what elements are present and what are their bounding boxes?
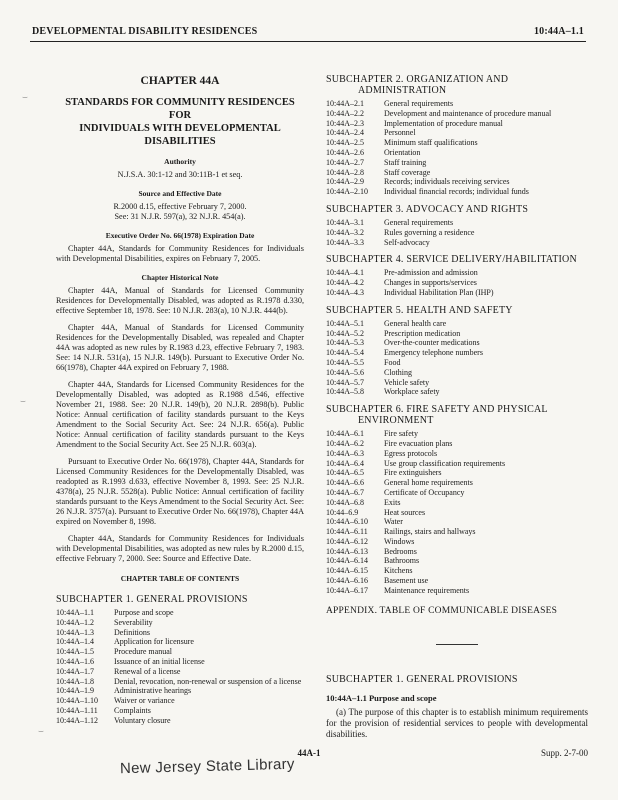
section-divider — [436, 644, 478, 645]
toc-section-title: Voluntary closure — [114, 715, 171, 725]
toc-entry — [326, 387, 588, 397]
toc-section-number: 10:44A–6.13 — [326, 546, 368, 556]
toc-section-number: 10:44A–1.9 — [56, 686, 94, 696]
toc-section-title: General requirements — [384, 217, 454, 227]
toc-section-number: 10:44A–5.2 — [326, 328, 364, 338]
toc-entry — [326, 187, 588, 197]
toc-section-number: 10:44A–6.4 — [326, 458, 364, 468]
toc-entry — [326, 348, 588, 358]
toc-list — [326, 218, 588, 247]
toc-section-number: 10:44A–2.2 — [326, 108, 364, 118]
toc-section-number: 10:44A–2.4 — [326, 128, 364, 138]
historical-note-paragraph: Chapter 44A, Manual of Standards for Licensed Community Residences for Developmentally Disabled, was adopted as R.1978 d.330, effective September 18, 1978. See: 10 N.J.R. 283(a), 10 N.J.R. 444(b). — [56, 286, 304, 315]
toc-entry — [56, 618, 304, 628]
toc-section-title: Bathrooms — [384, 556, 420, 566]
toc-section-title: Changes in supports/services — [384, 278, 477, 288]
toc-section-title: Exits — [384, 497, 401, 507]
toc-section-title: Staff training — [384, 157, 427, 167]
toc-section-title: Workplace safety — [384, 387, 440, 397]
toc-entry — [326, 99, 588, 109]
toc-entry — [326, 358, 588, 368]
toc-section-title: Rules governing a residence — [384, 227, 475, 237]
toc-entry — [56, 706, 304, 716]
chapter-title — [56, 96, 304, 148]
toc-section-number: 10:44A–5.1 — [326, 318, 364, 328]
toc-section-title: Maintenance requirements — [384, 585, 470, 595]
toc-section-title: Severability — [114, 617, 153, 627]
source-heading: Source and Effective Date — [138, 189, 222, 198]
subchapter-heading-line: ADMINISTRATION — [358, 85, 447, 96]
running-header — [30, 24, 586, 42]
chapter-title-line: INDIVIDUALS WITH DEVELOPMENTAL — [79, 123, 281, 134]
toc-section-title: Fire evacuation plans — [384, 438, 453, 448]
toc-section-title: Administrative hearings — [114, 686, 192, 696]
toc-entry — [326, 218, 588, 228]
toc-entry — [56, 647, 304, 657]
toc-section-title: Prescription medication — [384, 328, 461, 338]
toc-section-title: General home requirements — [384, 478, 473, 488]
toc-entry — [56, 686, 304, 696]
toc-section-title: Development and maintenance of procedure manual — [384, 108, 552, 118]
toc-section-number: 10:44A–1.7 — [56, 666, 94, 676]
toc-section-title: Procedure manual — [114, 647, 172, 657]
header-title: DEVELOPMENTAL DISABILITY RESIDENCES — [32, 26, 258, 37]
toc-section-number: 10:44A–1.8 — [56, 676, 94, 686]
toc-entry — [326, 498, 588, 508]
toc-entry — [326, 566, 588, 576]
toc-entry — [326, 378, 588, 388]
executive-order-text: Chapter 44A, Standards for Community Residences for Individuals with Developmental Disabilities, expires on February 7, 2005. — [56, 244, 304, 263]
toc-entry — [326, 238, 588, 248]
toc-entry — [326, 119, 588, 129]
toc-section-number: 10:44A–1.10 — [56, 696, 98, 706]
section-title: 10:44A–1.1 Purpose and scope — [326, 692, 437, 703]
toc-section-number: 10:44A–1.1 — [56, 608, 94, 617]
toc-list — [326, 319, 588, 397]
toc-section-number: 10:44A–6.10 — [326, 517, 368, 527]
subchapter-heading: SUBCHAPTER 5. HEALTH AND SAFETY — [326, 304, 513, 316]
toc-section-title: Orientation — [384, 147, 421, 157]
margin-mark: ⌣ — [22, 92, 28, 102]
toc-section-title: Complaints — [114, 705, 151, 715]
historical-note-paragraph: Chapter 44A, Standards for Licensed Community Residences for the Developmentally Disabled, was adopted as R.1988 d.546, effective November 21, 1988. See: 20 N.J.R. 149(b), 20 N.J.R. 2898(b). Public Notice: Annual certification of facility standards pursuant to the Keys Amendment to the Social Security Act. See: 24 N.J.R. 656(a). Public Notice: Annual certification of facility standards pursuant to the Keys Amendment to the Social Security Act. See 25 N.J.R. 603(a). — [56, 380, 304, 449]
toc-section-number: 10:44A–6.7 — [326, 487, 364, 497]
toc-section-title: Pre-admission and admission — [384, 268, 478, 278]
toc-entry — [326, 278, 588, 288]
toc-entry — [56, 657, 304, 667]
toc-section-title: Food — [384, 357, 401, 367]
table-of-contents-heading: CHAPTER TABLE OF CONTENTS — [120, 574, 240, 583]
toc-entry — [326, 527, 588, 537]
toc-section-number: 10:44A–1.2 — [56, 617, 94, 627]
toc-section-title: Egress protocols — [384, 448, 438, 458]
toc-entry — [326, 168, 588, 178]
toc-entry — [326, 109, 588, 119]
chapter-title-line: STANDARDS FOR COMMUNITY RESIDENCES FOR — [65, 97, 295, 121]
toc-section-title: Renewal of a license — [114, 666, 181, 676]
subchapter-heading-line: SUBCHAPTER 2. ORGANIZATION AND — [326, 74, 509, 85]
toc-entry — [326, 319, 588, 329]
toc-entry — [326, 368, 588, 378]
subchapter-heading — [326, 404, 588, 426]
toc-entry — [326, 177, 588, 187]
toc-entry — [326, 138, 588, 148]
toc-section-number: 10:44A–5.5 — [326, 357, 364, 367]
subchapter-heading: SUBCHAPTER 1. GENERAL PROVISIONS — [326, 673, 518, 685]
toc-entry — [56, 608, 304, 618]
toc-section-number: 10:44A–6.3 — [326, 448, 364, 458]
toc-section-title: Vehicle safety — [384, 377, 430, 387]
toc-entry — [56, 716, 304, 726]
toc-entry — [326, 228, 588, 238]
toc-section-title: Heat sources — [384, 507, 426, 517]
toc-list — [326, 429, 588, 596]
toc-section-number: 10:44A–2.7 — [326, 157, 364, 167]
toc-section-title: Records; individuals receiving services — [384, 177, 510, 187]
toc-section-title: Denial, revocation, non-renewal or suspension of a license — [114, 676, 302, 686]
toc-entry — [326, 148, 588, 158]
toc-list — [326, 99, 588, 197]
margin-mark: ⌣ — [20, 396, 26, 406]
toc-section-number: 10:44A–6.6 — [326, 478, 364, 488]
toc-section-number: 10:44A–4.2 — [326, 278, 364, 288]
toc-section-title: Kitchens — [384, 566, 413, 576]
toc-section-title: Clothing — [384, 367, 413, 377]
source-citation: See: 31 N.J.R. 597(a), 32 N.J.R. 454(a). — [114, 212, 246, 221]
section-text: (a) The purpose of this chapter is to establish minimum requirements for the provision of residential services to people with developmental disabilities. — [326, 706, 588, 739]
toc-section-number: 10:44A–3.1 — [326, 217, 364, 227]
toc-entry — [326, 488, 588, 498]
toc-entry — [326, 547, 588, 557]
toc-list — [326, 268, 588, 297]
toc-section-number: 10:44A–5.6 — [326, 367, 364, 377]
toc-section-number: 10:44A–6.15 — [326, 566, 368, 576]
appendix-heading: APPENDIX. TABLE OF COMMUNICABLE DISEASES — [326, 605, 558, 616]
toc-section-title: Staff coverage — [384, 167, 431, 177]
toc-section-number: 10:44A–5.3 — [326, 338, 364, 348]
executive-order-heading: Executive Order No. 66(1978) Expiration Date — [105, 231, 255, 240]
toc-section-number: 10:44A–1.12 — [56, 715, 98, 725]
toc-entry — [326, 586, 588, 596]
toc-entry — [326, 468, 588, 478]
toc-entry — [56, 696, 304, 706]
toc-section-number: 10:44A–4.1 — [326, 268, 364, 278]
toc-section-number: 10:44A–5.8 — [326, 387, 364, 397]
toc-section-number: 10:44A–6.14 — [326, 556, 368, 566]
toc-section-number: 10:44A–6.2 — [326, 438, 364, 448]
toc-section-title: Emergency telephone numbers — [384, 348, 483, 358]
toc-entry — [326, 429, 588, 439]
toc-entry — [326, 268, 588, 278]
toc-section-title: Purpose and scope — [114, 608, 174, 617]
toc-section-number: 10:44A–1.6 — [56, 656, 94, 666]
toc-section-title: General requirements — [384, 99, 454, 108]
toc-entry — [56, 667, 304, 677]
toc-entry — [326, 556, 588, 566]
toc-section-title: Basement use — [384, 576, 429, 586]
toc-section-number: 10:44A–6.16 — [326, 576, 368, 586]
toc-section-title: Fire extinguishers — [384, 468, 442, 478]
subchapter-heading-line: SUBCHAPTER 6. FIRE SAFETY AND PHYSICAL — [326, 404, 548, 416]
toc-section-number: 10:44A–2.10 — [326, 187, 368, 197]
toc-entry — [56, 628, 304, 638]
historical-note-paragraph: Chapter 44A, Standards for Community Residences for Individuals with Developmental Disabilities, was adopted as new rules by R.2000 d.15, effective February 7, 2000. See: Source and Effective Date. — [56, 534, 304, 563]
toc-section-number: 10:44A–2.3 — [326, 118, 364, 128]
toc-entry — [326, 128, 588, 138]
authority-heading: Authority — [164, 157, 196, 166]
toc-section-title: Individual Habilitation Plan (IHP) — [384, 287, 494, 297]
toc-entry — [326, 459, 588, 469]
toc-section-title: Water — [384, 517, 403, 527]
toc-section-number: 10:44A–1.3 — [56, 627, 94, 637]
margin-mark: ⌣ — [38, 726, 44, 736]
supplement-date: Supp. 2-7-00 — [541, 748, 588, 758]
historical-note-paragraph: Chapter 44A, Manual of Standards for Licensed Community Residences for the Developmentally Disabled, was repealed and Chapter 44A was adopted as new rules by R.1983 d.23, effective February 7, 1983. See: 14 N.J.R. 531(a), 15 N.J.R. 149(b). Pursuant to Executive Order No. 66(1978), Chapter 44A expired on February 7, 1988. — [56, 323, 304, 372]
toc-section-number: 10:44A–6.12 — [326, 536, 368, 546]
subchapter-heading: SUBCHAPTER 4. SERVICE DELIVERY/HABILITATION — [326, 254, 577, 266]
toc-entry — [326, 439, 588, 449]
toc-section-title: Bedrooms — [384, 546, 417, 556]
toc-entry — [326, 288, 588, 298]
toc-section-number: 10:44A–4.3 — [326, 287, 364, 297]
toc-section-number: 10:44A–3.3 — [326, 237, 364, 247]
header-section-number: 10:44A–1.1 — [533, 26, 584, 37]
toc-entry — [326, 478, 588, 488]
toc-section-number: 10:44A–2.6 — [326, 147, 364, 157]
left-column — [56, 76, 304, 726]
historical-note-paragraph: Pursuant to Executive Order No. 66(1978), Chapter 44A, Standards for Licensed Community Residences for the Developmentally Disabled, was readopted as R.1993 d.633, effective November 8, 1993. See: 25 N.J.R. 4378(a), 25 N.J.R. 5528(a). Public Notice: Annual certification of facility standards pursuant to the Keys Amendment to the Social Security Act. See: 26 N.J.R. 3757(a). Pursuant to Executive Order No. 66(1978), Chapter 44A expired on November 8, 1998. — [56, 457, 304, 526]
toc-section-number: 10:44A–6.17 — [326, 585, 368, 595]
toc-section-title: Windows — [384, 536, 415, 546]
toc-section-title: Certificate of Occupancy — [384, 487, 465, 497]
toc-section-number: 10:44A–1.11 — [56, 705, 98, 715]
toc-entry — [56, 637, 304, 647]
toc-section-title: Minimum staff qualifications — [384, 138, 478, 148]
historical-note-heading: Chapter Historical Note — [141, 273, 219, 282]
toc-section-number: 10:44A–1.5 — [56, 647, 94, 657]
toc-section-number: 10:44A–5.4 — [326, 348, 364, 358]
toc-section-title: Waiver or variance — [114, 696, 175, 706]
subchapter-heading: SUBCHAPTER 3. ADVOCACY AND RIGHTS — [326, 203, 529, 215]
toc-section-title: General health care — [384, 318, 447, 328]
toc-entry — [326, 517, 588, 527]
toc-entry — [326, 576, 588, 586]
toc-section-number: 10:44–6.9 — [326, 507, 359, 517]
toc-entry — [326, 508, 588, 518]
subchapter-heading-line: ENVIRONMENT — [358, 415, 434, 427]
toc-section-number: 10:44A–2.5 — [326, 138, 364, 148]
authority-citation: N.J.S.A. 30:1-12 and 30:11B-1 et seq. — [117, 170, 243, 179]
source-citation: R.2000 d.15, effective February 7, 2000. — [113, 202, 247, 211]
toc-section-title: Individual financial records; individual funds — [384, 187, 529, 197]
chapter-title-line: DISABILITIES — [144, 136, 216, 147]
toc-section-title: Fire safety — [384, 429, 418, 439]
toc-entry — [326, 158, 588, 168]
toc-section-title: Use group classification requirements — [384, 458, 506, 468]
toc-section-title: Over-the-counter medications — [384, 338, 480, 348]
toc-entry — [326, 449, 588, 459]
toc-section-title: Personnel — [384, 128, 416, 138]
toc-section-number: 10:44A–6.11 — [326, 527, 368, 537]
toc-section-title: Railings, stairs and hallways — [384, 527, 476, 537]
toc-section-title: Self-advocacy — [384, 237, 430, 247]
toc-section-number: 10:44A–2.8 — [326, 167, 364, 177]
toc-section-number: 10:44A–6.5 — [326, 468, 364, 478]
toc-entry — [326, 537, 588, 547]
toc-list — [56, 608, 304, 726]
chapter-number: CHAPTER 44A — [140, 75, 220, 87]
right-column — [326, 74, 588, 740]
toc-section-title: Implementation of procedure manual — [384, 118, 503, 128]
toc-section-number: 10:44A–5.7 — [326, 377, 364, 387]
toc-section-number: 10:44A–6.8 — [326, 497, 364, 507]
toc-section-number: 10:44A–2.9 — [326, 177, 364, 187]
toc-section-number: 10:44A–6.1 — [326, 429, 364, 439]
toc-section-number: 10:44A–1.4 — [56, 637, 94, 647]
subchapter-heading — [326, 74, 588, 96]
toc-section-title: Definitions — [114, 627, 150, 637]
library-stamp: New Jersey State Library — [119, 755, 295, 778]
toc-section-number: 10:44A–2.1 — [326, 99, 364, 108]
toc-entry — [326, 338, 588, 348]
subchapter-heading: SUBCHAPTER 1. GENERAL PROVISIONS — [56, 594, 248, 605]
toc-entry — [326, 329, 588, 339]
toc-section-title: Issuance of an initial license — [114, 656, 205, 666]
toc-section-number: 10:44A–3.2 — [326, 227, 364, 237]
page-number: 44A-1 — [297, 748, 321, 758]
toc-entry — [56, 677, 304, 687]
toc-section-title: Application for licensure — [114, 637, 194, 647]
